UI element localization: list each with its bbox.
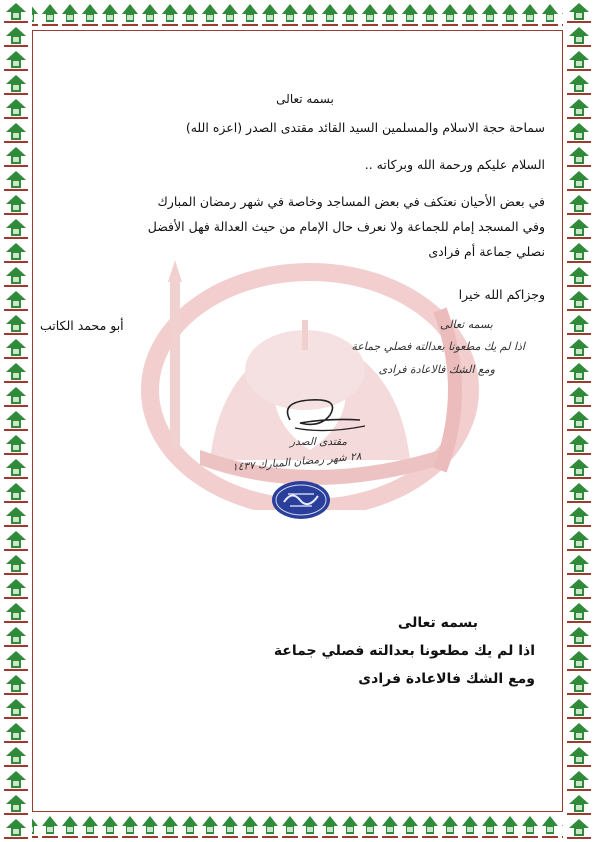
handwritten-signer: مقتدى الصدر	[290, 436, 347, 448]
handwritten-line-1: اذا لم يك مطعونا بعدالته فصلي جماعة	[351, 340, 525, 353]
greeting-line: السلام عليكم ورحمة الله وبركاته ..	[364, 157, 545, 172]
handwritten-heading: بسمه تعالى	[440, 318, 493, 331]
answer-heading: بسمه تعالى	[397, 615, 478, 631]
thanks-line: وجزاكم الله خيرا	[458, 287, 545, 302]
addressee-line: سماحة حجة الاسلام والمسلمين السيد القائد مقتدى الصدر (اعزه الله)	[185, 120, 545, 135]
handwritten-date: ٢٨ شهر رمضان المبارك ١٤٣٧	[231, 450, 362, 474]
mosque-watermark-logo	[140, 250, 480, 510]
top-border-pattern	[0, 0, 595, 30]
question-line-3: نصلي جماعة أم فرادى	[428, 244, 545, 259]
answer-line-1: اذا لم يك مطعونا بعدالته فصلي جماعة	[273, 643, 535, 659]
question-line-2: وفي المسجد إمام للجماعة ولا نعرف حال الإمام من حيث العدالة فهل الأفضل	[147, 219, 545, 234]
handwritten-line-2: ومع الشك فالاعادة فرادى	[378, 363, 495, 376]
official-seal-icon	[270, 478, 332, 522]
right-border-pattern	[563, 0, 595, 842]
sender-signature: أبو محمد الكاتب	[40, 318, 124, 333]
question-line-1: في بعض الأحيان نعتكف في بعض المساجد وخاصة في شهر رمضان المبارك	[157, 194, 545, 209]
handwritten-signature	[270, 390, 380, 440]
bottom-border-pattern	[0, 812, 595, 842]
answer-line-2: ومع الشك فالاعادة فرادى	[358, 671, 535, 687]
basmala: بسمه تعالى	[276, 92, 334, 106]
left-border-pattern	[0, 0, 32, 842]
